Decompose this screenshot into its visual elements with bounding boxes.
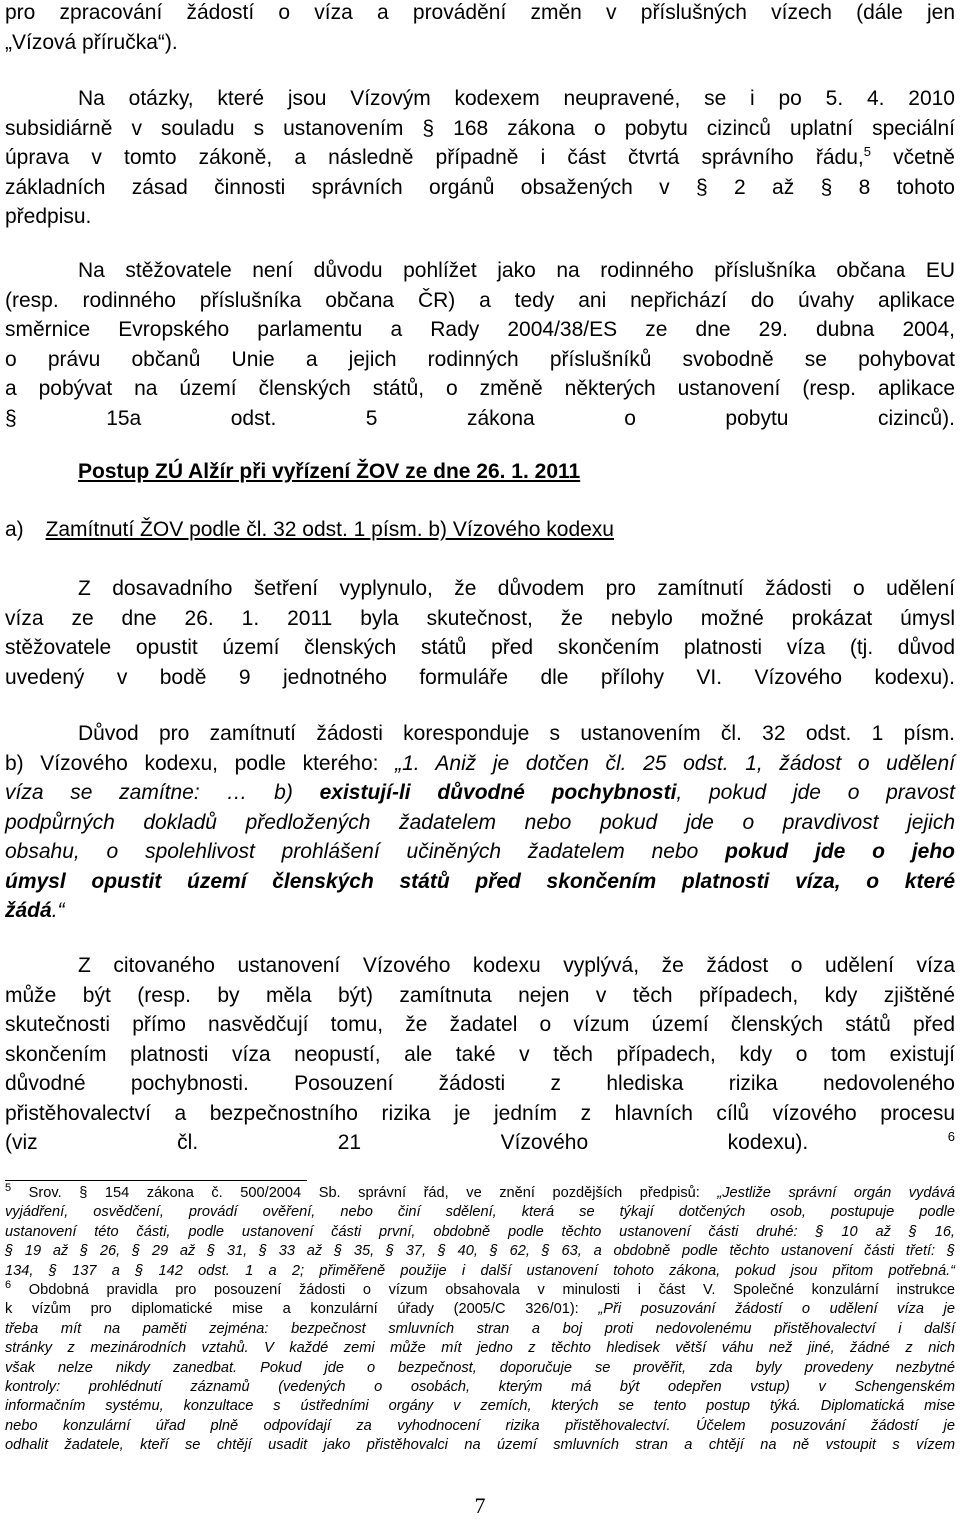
text-line: může být (resp. by měla být) zamítnuta nejen v těch případech, kdy zjištěné bbox=[5, 983, 955, 1007]
footnote-quote: „Při posuzování žádostí o udělení víza je bbox=[598, 1301, 955, 1318]
text-segment: (viz čl. 21 Vízového kodexu). bbox=[5, 1131, 809, 1154]
text-line: Z citovaného ustanovení Vízového kodexu vyplývá, že žádost o udělení víza bbox=[78, 954, 955, 977]
footnote-line: § 19 až § 26, § 29 až § 31, § 33 až § 35, § 37, § 40, § 62, § 63, a obdobně podle těchto ustanovení části třetí: § bbox=[5, 1243, 955, 1260]
text-line: úmysl opustit území členských států před skončením platnosti víza, o které bbox=[5, 869, 955, 893]
text-line: Z dosavadního šetření vyplynulo, že důvodem pro zamítnutí žádosti o udělení bbox=[78, 577, 955, 600]
text-line bbox=[5, 749, 955, 779]
paragraph-conclusion bbox=[5, 951, 955, 1158]
text-line: základních zásad činnosti správních orgánů obsažených v § 2 až § 8 tohoto bbox=[5, 175, 955, 199]
quote-segment: víza se zamítne: … b) bbox=[5, 781, 320, 804]
text-segment: úprava v tomto zákoně, a následně případně i část čtvrtá správního řádu, bbox=[5, 146, 864, 169]
text-line: subsidiárně v souladu s ustanovením § 168 zákona o pobytu cizinců uplatní speciální bbox=[5, 116, 955, 140]
footnote-separator bbox=[5, 1180, 307, 1181]
text-line: Důvod pro zamítnutí žádosti koresponduje s ustanovením čl. 32 odst. 1 písm. bbox=[78, 722, 955, 745]
quote-emphasis: pokud jde o jeho bbox=[725, 840, 955, 863]
paragraph-continuation bbox=[5, 0, 955, 57]
text-line: stěžovatele opustit území členských států před skončením platnosti víza (tj. důvod bbox=[5, 636, 955, 659]
text-line: přistěhovalectví a bezpečnostního rizika je jedním z hlavních cílů vízového procesu bbox=[5, 1101, 955, 1125]
text-line: směrnice Evropského parlamentu a Rady 2004/38/ES ze dne 29. dubna 2004, bbox=[5, 318, 955, 341]
page-number: 7 bbox=[474, 1493, 486, 1518]
text-line: skutečnosti přímo nasvědčují tomu, že žadatel o vízum území členských států před bbox=[5, 1013, 955, 1036]
text-line bbox=[5, 1128, 955, 1158]
footnote-quote: „Jestliže správní orgán vydává bbox=[717, 1185, 955, 1201]
quote-segment: obsahu, o spolehlivost prohlášení učiněných žadatelem nebo bbox=[5, 840, 726, 863]
footnote-text: Obdobná pravidla pro posouzení žádosti o vízum obsahovala v minulosti i část V. Společné konzulární instrukce bbox=[11, 1282, 955, 1298]
paragraph-eu-family bbox=[5, 256, 955, 433]
footnote-line: odhalit žadatele, kteří se chtějí usadit jako přistěhovalci na území smluvních stran a chtějí na ně vstoupit s vízem bbox=[5, 1437, 955, 1454]
footnote-line: kontroly: prohlédnutí záznamů (vedených o osobách, kterým má být odepřen vstup) v Schengenském bbox=[5, 1379, 955, 1396]
footnote-text: Srov. § 154 zákona č. 500/2004 Sb. správní řád, ve znění pozdějších předpisů: bbox=[11, 1185, 718, 1201]
quote-segment: .“ bbox=[51, 899, 65, 922]
quote-emphasis: existují-li důvodné pochybnosti bbox=[319, 781, 677, 804]
footnote-line bbox=[5, 1300, 955, 1319]
footnote-number: 5 bbox=[5, 1182, 12, 1195]
text-line: o právu občanů Unie a jejich rodinných příslušníků svobodně se pohybovat bbox=[5, 347, 955, 371]
footnote-line bbox=[5, 1281, 955, 1300]
text-line bbox=[5, 896, 955, 926]
text-segment: včetně bbox=[870, 146, 955, 169]
footnote-line: nebo konzulární úřad plně odpovídají za vyhodnocení rizika přistěhovalectví. Účelem posuzování žádostí je bbox=[5, 1417, 955, 1434]
footnote-line: stránky z mezinárodních vztahů. V každé zemi může mít jedno z těchto hledisek větší váhu než jiné, žádné z nich bbox=[5, 1340, 955, 1357]
list-marker: a) bbox=[5, 518, 24, 541]
text-line: „Vízová příručka“). bbox=[5, 30, 178, 54]
footnote-line: informačním systému, konzultace s ústředními orgány v zemích, kterých se tento postup týká. Diplomatická mise bbox=[5, 1398, 955, 1415]
text-line bbox=[5, 837, 955, 867]
text-line bbox=[5, 143, 955, 173]
text-line: pro zpracování žádostí o víza a provádění změn v příslušných vízech (dále jen bbox=[5, 1, 955, 24]
paragraph-legal-basis bbox=[5, 719, 955, 926]
text-line: víza ze dne 26. 1. 2011 byla skutečnost, že nebylo možné prokázat úmysl bbox=[5, 606, 955, 630]
quote-segment: „1. Aniž je dotčen čl. 25 odst. 1, žádost o udělení bbox=[395, 751, 955, 775]
paragraph-subsidiarity bbox=[5, 84, 955, 232]
text-line: podpůrných dokladů předložených žadatelem nebo pokud jde o pravdivost jejich bbox=[5, 810, 955, 834]
footnote-ref-5: 5 bbox=[863, 144, 871, 159]
footnote-text: k vízům pro diplomatické mise a konzulární úřady (2005/C 326/01): bbox=[5, 1301, 599, 1318]
subsection-title: Zamítnutí ŽOV podle čl. 32 odst. 1 písm. b) Vízového kodexu bbox=[45, 518, 614, 541]
footnote-line: 134, § 137 a § 142 odst. 1 a 2; přiměřeně použije i další ustanovení tohoto zákona, pokud jsou přitom potřebná.“ bbox=[5, 1262, 955, 1279]
text-line: a pobývat na území členských států, o změně některých ustanovení (resp. aplikace bbox=[5, 377, 955, 400]
text-segment: b) Vízového kodexu, podle kterého: bbox=[5, 751, 396, 775]
section-heading: Postup ZÚ Alžír při vyřízení ŽOV ze dne 26. 1. 2011 bbox=[78, 460, 581, 483]
text-line: Na stěžovatele není důvodu pohlížet jako na rodinného příslušníka občana EU bbox=[78, 259, 955, 282]
text-line: Na otázky, které jsou Vízovým kodexem neupravené, se i po 5. 4. 2010 bbox=[78, 87, 955, 110]
text-line bbox=[5, 778, 955, 808]
footnote-line: však nelze nikdy zanedbat. Pokud jde o bezpečnost, doporučuje se prověřit, zda byly provedeny nezbytné bbox=[5, 1359, 955, 1376]
text-line: skončením platnosti víza neopustí, ale také v těch případech, kdy o tom existují bbox=[5, 1042, 955, 1066]
footnote-ref-6: 6 bbox=[947, 1129, 955, 1144]
paragraph-findings bbox=[5, 574, 955, 692]
footnote-line: vyjádření, osvědčení, provádí ověření, nebo činí sdělení, která se týkají dotčených osob, postupuje podle bbox=[5, 1204, 955, 1221]
text-line: § 15a odst. 5 zákona o pobytu cizinců). bbox=[5, 406, 955, 430]
text-line: důvodné pochybnosti. Posouzení žádosti z hlediska rizika nedovoleného bbox=[5, 1072, 955, 1095]
text-line: uvedený v bodě 9 jednotného formuláře dle přílohy VI. Vízového kodexu). bbox=[5, 665, 955, 689]
text-line: (resp. rodinného příslušníka občana ČR) a tedy ani nepřichází do úvahy aplikace bbox=[5, 288, 955, 312]
footnote-line: třeba mít na paměti zejména: bezpečnost smluvních stran a boj proti nedovolenému přistěhovalectví i další bbox=[5, 1320, 955, 1337]
footnote-number: 6 bbox=[5, 1279, 12, 1292]
footnote-5 bbox=[5, 1184, 955, 1281]
footnote-line: ustanovení této části, podle ustanovení části první, obdobně podle těchto ustanovení části druhé: § 10 až § 16, bbox=[5, 1223, 955, 1240]
subsection-heading bbox=[5, 518, 614, 542]
quote-emphasis: žádá bbox=[5, 899, 52, 922]
footnote-6 bbox=[5, 1281, 955, 1456]
text-line: předpisu. bbox=[5, 205, 92, 228]
footnote-line bbox=[5, 1184, 955, 1203]
quote-segment: , pokud jde o pravost bbox=[676, 781, 955, 804]
